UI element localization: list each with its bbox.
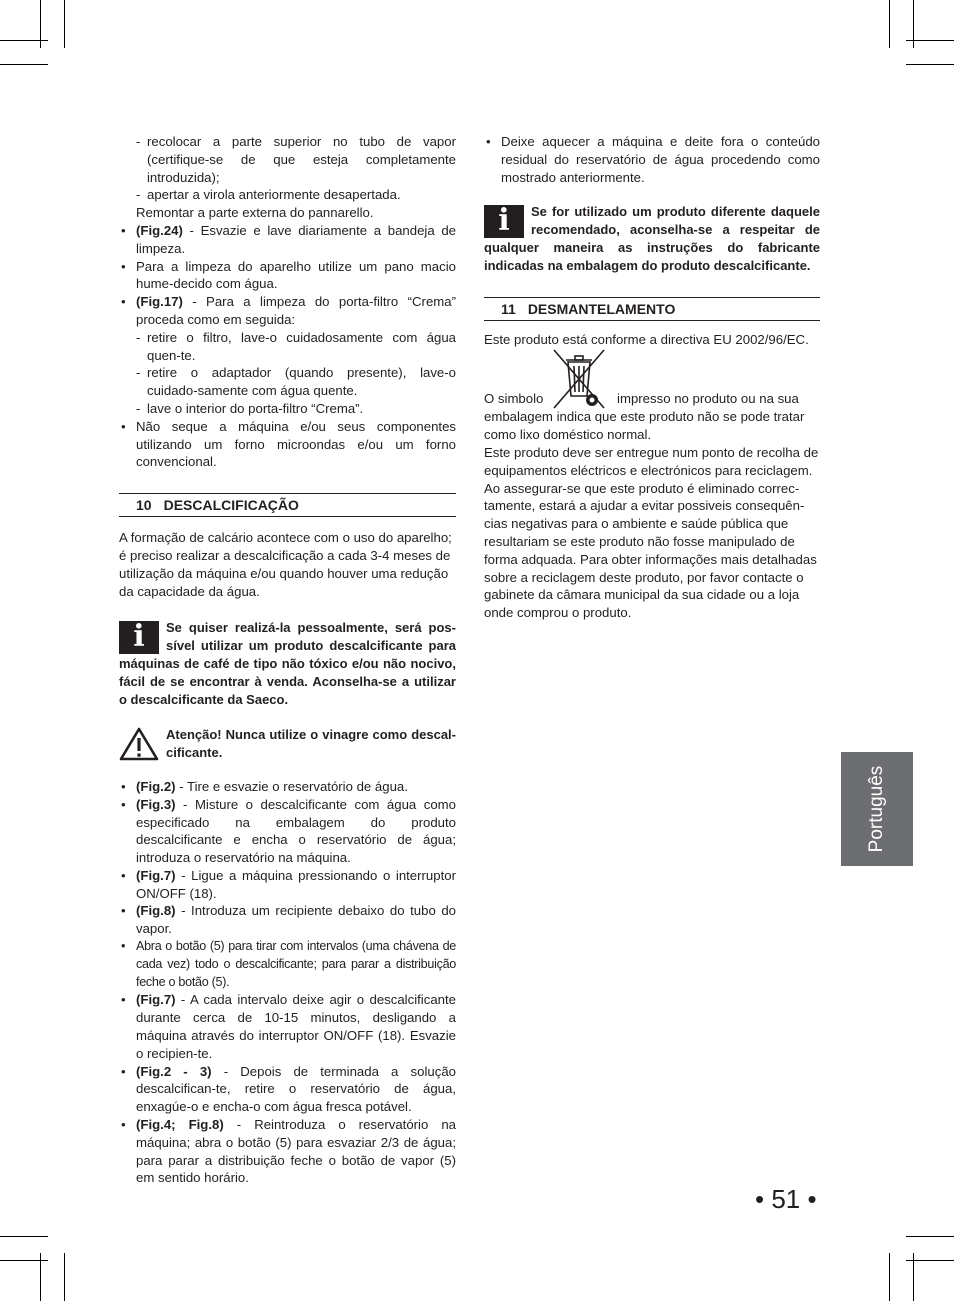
item-text: - Depois de terminada a solução descalcifican-te, retire o reservatório de água, enxagúe-o e encha-o com água fresca potável.	[136, 1063, 456, 1115]
section-number: 10	[136, 497, 152, 514]
item-text: Remontar a parte externa do pannarello.	[136, 205, 374, 221]
warning-note	[119, 726, 456, 762]
item-text: retire o adaptador (quando presente), lave-o cuidado-samente com água quente.	[147, 365, 456, 399]
item-text: retire o filtro, lave-o cuidadosamente com água quen-te.	[147, 329, 456, 363]
info-note	[119, 619, 456, 708]
section-title: DESMANTELAMENTO	[527, 300, 676, 317]
step-item	[119, 991, 456, 1062]
right-column	[484, 133, 820, 622]
dash-item	[119, 400, 456, 418]
step-item	[119, 1063, 456, 1116]
step-item	[119, 1116, 456, 1187]
step-item	[119, 938, 456, 991]
item-text: - Tire e esvazie o reservatório de água.	[175, 778, 408, 794]
item-text: - Introduza um recipiente debaixo do tubo do vapor.	[136, 903, 456, 937]
bullet-item	[119, 222, 456, 258]
figure-reference: (Fig.17)	[136, 294, 183, 310]
list-item: • Deixe aquecer a máquina e deite fora o conteúdo residual do reservatório de água procedendo como mostrado anteriormente.	[484, 133, 820, 186]
warning-triangle-icon	[119, 727, 159, 761]
language-label: Português	[866, 765, 887, 853]
figure-reference: (Fig.2)	[136, 778, 176, 794]
bullet-item	[119, 418, 456, 471]
info-icon: i	[119, 621, 159, 654]
conformity-statement: Este produto está conforme a directiva EU 2002/96/EC.	[484, 331, 809, 347]
info-note-text: Se quiser realizá-la pessoalmente, será pos-sível utilizar um produto descalcificante para máquinas de café de tipo não tóxico e/ou não nocivo, fácil de se encontrar à venda. Aconselha-se a utilizar o descalcificante da Saeco.	[119, 620, 456, 707]
section-10-heading	[119, 493, 456, 517]
figure-reference: (Fig.3)	[136, 796, 176, 812]
item-text: - Esvazie e lave diariamente a bandeja de limpeza.	[136, 222, 456, 256]
info-icon: i	[484, 205, 524, 238]
item-text: Não seque a máquina e/ou seus componentes utilizando um forno microondas e/ou um forno convencional.	[136, 418, 456, 470]
item-text: Para a limpeza do aparelho utilize um pano macio hume-decido com água.	[136, 258, 456, 292]
item-text: - Reintroduza o reservatório na máquina; abra o botão (5) para esvaziar 2/3 de água; para parar a distribuição feche o botão de vapor (5) em sentido horário.	[136, 1117, 456, 1186]
item-text: recolocar a parte superior no tubo de vapor (certifique-se de que esteja completamente introduzida);	[147, 134, 456, 185]
bullet-item	[119, 293, 456, 329]
indented-text	[119, 204, 456, 222]
figure-reference: (Fig.2 - 3)	[136, 1063, 212, 1079]
crossed-bin-icon	[548, 348, 610, 410]
section-title: DESCALCIFICAÇÃO	[163, 497, 299, 514]
item-text: - Para a limpeza do porta-filtro “Crema” proceda como em seguida:	[136, 294, 456, 327]
item-text: - Ligue a máquina pressionando o interruptor ON/OFF (18).	[136, 867, 456, 901]
dash-item	[119, 364, 456, 400]
language-tab	[841, 752, 913, 866]
info-note-2	[484, 203, 820, 274]
figure-reference: (Fig.7)	[136, 867, 176, 883]
symbol-text-before: O simbolo	[484, 391, 544, 407]
item-text: lave o interior do porta-filtro “Crema”.	[147, 400, 364, 416]
dash-item	[119, 329, 456, 365]
figure-reference: (Fig.7)	[136, 992, 176, 1008]
dash-item	[119, 186, 456, 204]
step-item	[119, 778, 456, 796]
figure-reference: (Fig.24)	[136, 222, 183, 238]
info-note-text: Se for utilizado um produto diferente daquele recomendado, aconselha-se a respeitar de qualquer maneira as instruções do fabricante indicadas na embalagem do produto descalcificante.	[484, 204, 820, 273]
figure-reference: (Fig.8)	[136, 903, 176, 919]
item-text: apertar a virola anteriormente desapertada.	[147, 187, 401, 203]
weee-paragraph	[484, 348, 820, 444]
recycling-info: Este produto deve ser entregue num ponto de recolha de equipamentos eléctricos e electrónicos para reciclagem. Ao assegurar-se que este produto é eliminado correc-tamente, estará a ajudar a evitar possiveis consequên-cias negativas para o ambiente e saúde pública que resultariam se este produto não fosse manipulado de forma adquada. Para obter informações mais detalhadas sobre a reciclagem deste produto, por favor contacte o gabinete da câmara municipal da sua cidade ou a loja onde comprou o produto.	[484, 444, 819, 621]
item-text: Abra o botão (5) para tirar com intervalos (uma chávena de cada vez) todo o descalcificante; para parar a distribuição feche o botão (5).	[136, 939, 456, 989]
figure-reference: (Fig.4; Fig.8)	[136, 1117, 224, 1133]
item-text: - A cada intervalo deixe agir o descalcificante durante cerca de 10-15 minutos, desligando a máquina através do interruptor ON/OFF (18). Esvazie o recipien-te.	[136, 992, 456, 1061]
warning-text: Atenção! Nunca utilize o vinagre como descal-cificante.	[166, 727, 456, 761]
step-item	[119, 867, 456, 903]
symbol-text-after: impresso no produto ou na sua embalagem indica que este produto não se pode tratar como lixo doméstico normal.	[484, 391, 805, 443]
section-number: 11	[501, 300, 516, 317]
descaling-steps	[119, 778, 456, 1187]
page-number: • 51 •	[755, 1184, 817, 1214]
item-text: - Misture o descalcificante com água como especificado na embalagem do produto descalcificante e encha o reservatório de água; introduza o reservatório na máquina.	[136, 796, 456, 866]
dash-item	[119, 133, 456, 186]
cleaning-list	[119, 133, 456, 471]
bullet-item	[119, 258, 456, 294]
descaling-intro: A formação de calcário acontece com o uso do aparelho; é preciso realizar a descalcificação a cada 3-4 meses de utilização da máquina e/ou quando houver uma redução da capacidade da água.	[119, 530, 452, 599]
step-item	[119, 902, 456, 938]
section-11-heading	[484, 297, 820, 321]
step-item	[119, 796, 456, 867]
left-column	[119, 133, 456, 1187]
